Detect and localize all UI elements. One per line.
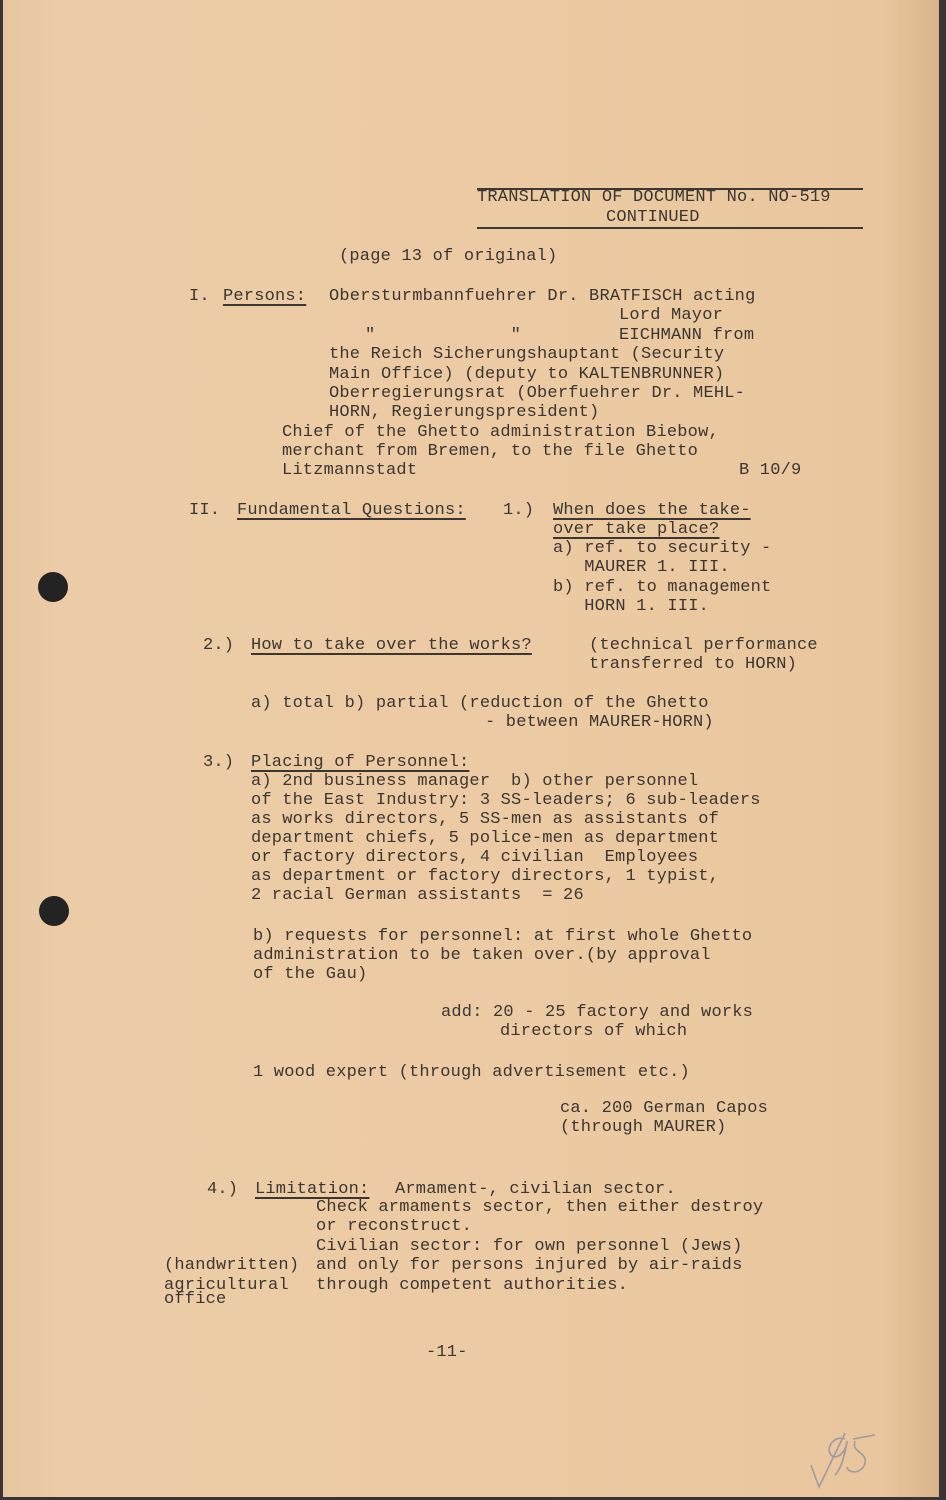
personnel-line: department chiefs, 5 police-men as department [251, 829, 720, 848]
question-3-text: Placing of Personnel: [251, 753, 470, 772]
limitation-line: or reconstruct. [316, 1217, 473, 1236]
personnel-line: as works directors, 5 SS-men as assistants of [251, 810, 720, 829]
personnel-line: 2 racial German assistants = 26 [251, 886, 584, 905]
section-1-heading: Persons: [223, 287, 307, 306]
question-2-note: (technical performance [589, 636, 818, 655]
personnel-line: a) 2nd business manager b) other personnel [251, 772, 699, 791]
question-1-answer: MAURER 1. III. [553, 558, 730, 577]
document-title: TRANSLATION OF DOCUMENT No. NO-519 [477, 188, 831, 207]
limitation-line: Civilian sector: for own personnel (Jews) [316, 1237, 743, 1256]
question-2-note: transferred to HORN) [589, 655, 798, 674]
question-2-text: How to take over the works? [251, 636, 532, 655]
capos-line: (through MAURER) [560, 1118, 727, 1137]
add-directors-line: add: 20 - 25 factory and works [441, 1003, 754, 1022]
question-1-answer: a) ref. to security - [553, 539, 772, 558]
persons-line: Oberregierungsrat (Oberfuehrer Dr. MEHL- [329, 384, 746, 403]
question-2-options: - between MAURER-HORN) [485, 713, 714, 732]
add-directors-line: directors of which [500, 1022, 688, 1041]
personnel-line: as department or factory directors, 1 typist, [251, 867, 720, 886]
personnel-line: or factory directors, 4 civilian Employees [251, 848, 699, 867]
personnel-request-line: of the Gau) [253, 965, 368, 984]
persons-line: Chief of the Ghetto administration Biebow, [282, 423, 719, 442]
persons-line: Obersturmbannfuehrer Dr. BRATFISCH acting [329, 287, 756, 306]
section-2-heading: Fundamental Questions: [237, 501, 466, 520]
punch-hole [39, 896, 69, 926]
question-4-heading: Limitation: [255, 1180, 370, 1199]
section-2-label: II. [189, 501, 221, 520]
ditto-marks: " " [365, 326, 522, 345]
personnel-request-line: b) requests for personnel: at first whole Ghetto [253, 927, 753, 946]
file-reference: B 10/9 [739, 461, 802, 480]
margin-note: (handwritten) [164, 1256, 300, 1275]
question-1-answer: b) ref. to management [553, 578, 772, 597]
page-number: -11- [426, 1343, 468, 1362]
question-2-number: 2.) [203, 636, 235, 655]
question-4-number: 4.) [207, 1180, 239, 1199]
document-page [3, 0, 939, 1500]
limitation-line: Armament-, civilian sector. [395, 1180, 676, 1199]
limitation-line: and only for persons injured by air-raids [316, 1256, 743, 1275]
question-3-number: 3.) [203, 753, 235, 772]
margin-note: office [164, 1290, 227, 1309]
question-2-options: a) total b) partial (reduction of the Ghetto [251, 694, 709, 713]
capos-line: ca. 200 German Capos [560, 1099, 769, 1118]
persons-line: the Reich Sicherungshauptant (Security [329, 345, 725, 364]
persons-line: HORN, Regierungspresident) [329, 403, 600, 422]
limitation-line: Check armaments sector, then either destroy [316, 1198, 764, 1217]
document-subtitle: CONTINUED [606, 208, 700, 227]
margin-note: agricultural [164, 1276, 289, 1295]
question-1-text: When does the take- [553, 501, 751, 520]
persons-line: EICHMANN from [619, 326, 755, 345]
header-bottom-rule [477, 227, 863, 229]
section-1-label: I. [189, 287, 210, 306]
persons-line: Litzmannstadt [282, 461, 418, 480]
wood-expert-line: 1 wood expert (through advertisement etc.) [253, 1063, 690, 1082]
question-1-answer: HORN 1. III. [553, 597, 710, 616]
personnel-line: of the East Industry: 3 SS-leaders; 6 sub-leaders [251, 791, 761, 810]
personnel-request-line: administration to be taken over.(by approval [253, 946, 711, 965]
persons-line: Main Office) (deputy to KALTENBRUNNER) [329, 365, 725, 384]
question-1-number: 1.) [503, 501, 535, 520]
page-reference: (page 13 of original) [339, 247, 558, 266]
handwritten-folio-number [805, 1425, 895, 1495]
limitation-line: through competent authorities. [316, 1276, 629, 1295]
persons-line: merchant from Bremen, to the file Ghetto [282, 442, 699, 461]
punch-hole [38, 572, 68, 602]
persons-line: Lord Mayor [619, 306, 724, 325]
question-1-text: over take place? [553, 520, 720, 539]
